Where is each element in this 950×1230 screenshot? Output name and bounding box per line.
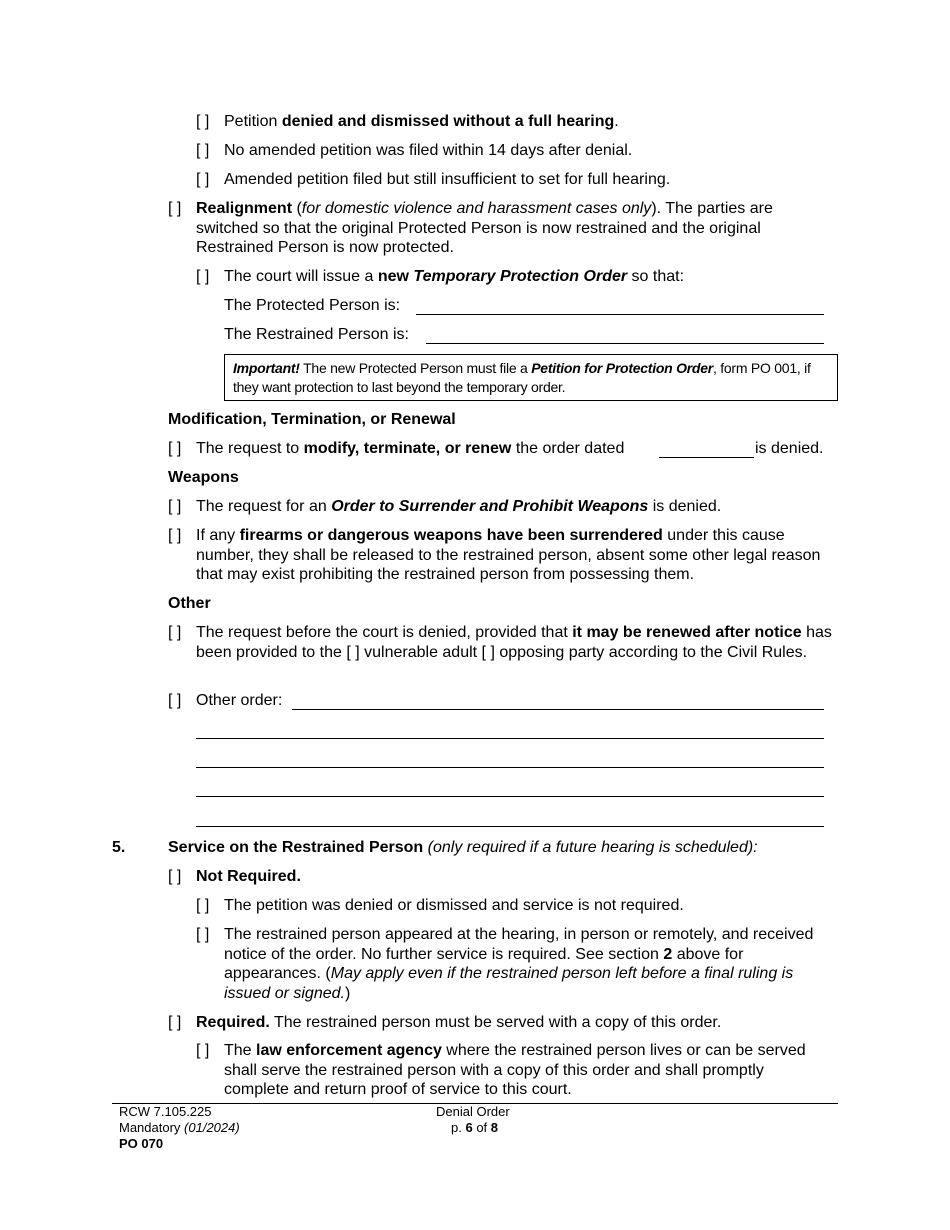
other-order-line-5[interactable] xyxy=(196,826,824,827)
checkbox-no-amended-petition[interactable]: [ ] xyxy=(196,142,210,159)
important-notice-box: Important! The new Protected Person must file a Petition for Protection Order, form PO 001, if they want protection to last beyond the temporary order. xyxy=(224,354,838,401)
denied-dismissed-text: Petition denied and dismissed without a full hearing. xyxy=(224,113,619,130)
footer-page-number: p. 6 of 8 xyxy=(451,1120,499,1135)
modify-terminate-renew-text: The request to modify, terminate, or renew the order dated xyxy=(196,440,625,457)
checkbox-amended-insufficient[interactable]: [ ] xyxy=(196,171,210,188)
other-order-line-4[interactable] xyxy=(196,796,824,797)
order-date-field[interactable] xyxy=(659,457,754,458)
checkbox-realignment[interactable]: [ ] xyxy=(168,200,182,217)
renewed-after-notice-text: The request before the court is denied, provided that it may be renewed after notice has been provided to the [ ] vulnerable adult [ ] opposing party according to the Civil Rules. xyxy=(196,624,832,661)
new-tpo-text: The court will issue a new Temporary Protection Order so that: xyxy=(224,268,685,285)
restrained-person-field[interactable] xyxy=(426,343,824,344)
weapons-order-denied-text: The request for an Order to Surrender and Prohibit Weapons is denied. xyxy=(196,498,722,515)
checkbox-weapons-order-denied[interactable]: [ ] xyxy=(168,498,182,515)
checkbox-renewed-after-notice[interactable]: [ ] xyxy=(168,624,182,641)
checkbox-denied-dismissed[interactable]: [ ] xyxy=(196,113,210,130)
checkbox-law-enforcement[interactable]: [ ] xyxy=(196,1042,210,1059)
section-5-number: 5. xyxy=(112,839,126,856)
checkbox-petition-denied-no-service[interactable]: [ ] xyxy=(196,897,210,914)
checkbox-required[interactable]: [ ] xyxy=(168,1014,182,1031)
weapons-released-text: If any firearms or dangerous weapons have been surrendered under this cause number, they shall be released to the restrained person, absent some other legal reason that may exist prohibiting the restrained person from possessing them. xyxy=(196,527,821,583)
appeared-at-hearing-text: The restrained person appeared at the hearing, in person or remotely, and received notice of the order. No further service is required. See section 2 above for appearances. (May apply even if the restrained person left before a final ruling is issued or signed.) xyxy=(224,926,814,1002)
not-required-label: Not Required. xyxy=(196,868,301,885)
is-denied-text: is denied. xyxy=(755,440,824,457)
footer-rcw: RCW 7.105.225 xyxy=(119,1104,212,1119)
other-heading: Other xyxy=(168,595,211,612)
checkbox-appeared-at-hearing[interactable]: [ ] xyxy=(196,926,210,943)
other-order-label: Other order: xyxy=(196,692,283,709)
checkbox-other-order[interactable]: [ ] xyxy=(168,692,182,709)
law-enforcement-text: The law enforcement agency where the restrained person lives or can be served shall serve the restrained person with a copy of this order and shall promptly complete and return proof of service to this court. xyxy=(224,1042,806,1098)
checkbox-new-tpo[interactable]: [ ] xyxy=(196,268,210,285)
other-order-line-1[interactable] xyxy=(292,709,824,710)
footer-doc-title: Denial Order xyxy=(436,1104,510,1119)
footer-mandatory: Mandatory (01/2024) xyxy=(119,1120,240,1135)
section-5-title: Service on the Restrained Person (only required if a future hearing is scheduled): xyxy=(168,839,758,856)
weapons-heading: Weapons xyxy=(168,469,239,486)
checkbox-not-required[interactable]: [ ] xyxy=(168,868,182,885)
checkbox-modify-terminate-renew[interactable]: [ ] xyxy=(168,440,182,457)
footer-form-number: PO 070 xyxy=(119,1136,164,1151)
amended-insufficient-text: Amended petition filed but still insufficient to set for full hearing. xyxy=(224,171,671,188)
modification-heading: Modification, Termination, or Renewal xyxy=(168,411,456,428)
petition-denied-no-service-text: The petition was denied or dismissed and service is not required. xyxy=(224,897,684,914)
checkbox-opposing-party[interactable]: [ ] xyxy=(481,643,495,661)
no-amended-petition-text: No amended petition was filed within 14 days after denial. xyxy=(224,142,633,159)
restrained-person-label: The Restrained Person is: xyxy=(224,326,409,343)
protected-person-label: The Protected Person is: xyxy=(224,297,401,314)
required-text: Required. The restrained person must be served with a copy of this order. xyxy=(196,1014,722,1031)
other-order-line-2[interactable] xyxy=(196,738,824,739)
checkbox-weapons-released[interactable]: [ ] xyxy=(168,527,182,544)
checkbox-vulnerable-adult[interactable]: [ ] xyxy=(346,643,360,661)
protected-person-field[interactable] xyxy=(416,314,824,315)
other-order-line-3[interactable] xyxy=(196,767,824,768)
realignment-text: Realignment (for domestic violence and harassment cases only). The parties are switched so that the original Protected Person is now restrained and the original Restrained Person is now protected. xyxy=(196,200,773,256)
